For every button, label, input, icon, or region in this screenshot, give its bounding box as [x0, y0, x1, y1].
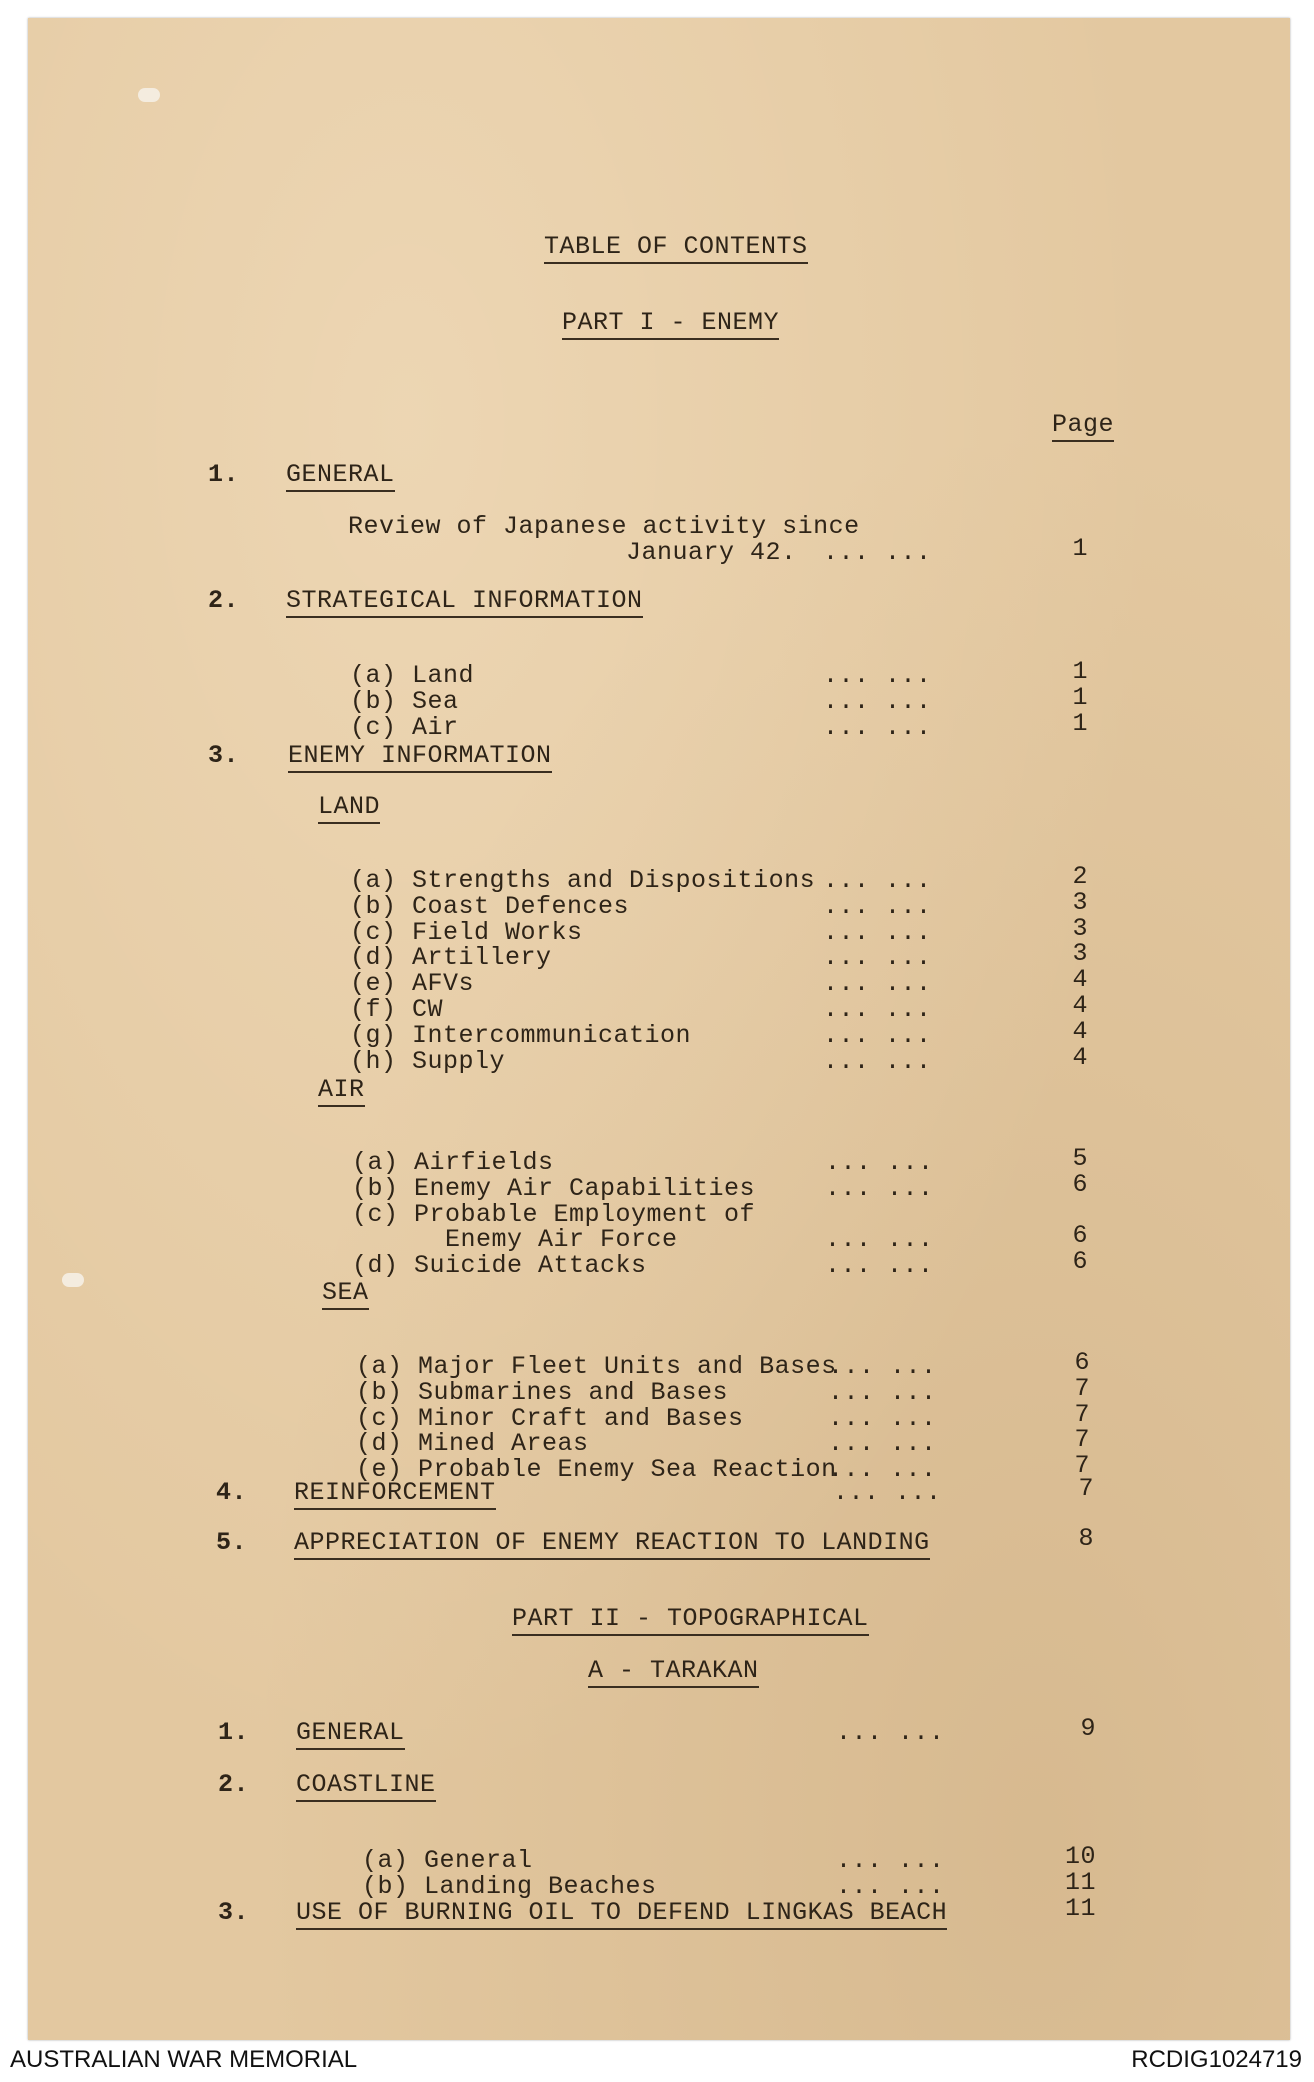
leader-dots: ... ...: [823, 943, 932, 973]
subheading-air: AIR: [318, 1075, 365, 1107]
punch-hole: [138, 88, 160, 102]
toc-item-label: (c) Minor Craft and Bases: [356, 1403, 744, 1433]
leader-dots: ... ...: [823, 969, 932, 999]
page-number: 6: [1072, 1247, 1088, 1277]
toc-item-label: (f) CW: [350, 995, 444, 1024]
page-number: 7: [1078, 1474, 1094, 1503]
leader-dots: ... ...: [836, 1872, 945, 1901]
page-number: 1: [1072, 709, 1088, 738]
toc-item-label: (e) Probable Enemy Sea Reaction: [356, 1455, 837, 1485]
section-number: 3.: [218, 1898, 250, 1927]
part-one-heading: PART I - ENEMY: [562, 308, 779, 340]
leader-dots: ... ...: [823, 687, 932, 716]
toc-item-label: (d) Mined Areas: [356, 1429, 589, 1459]
leader-dots: ... ...: [828, 1429, 937, 1459]
page-number: 1: [1072, 683, 1088, 712]
leader-dots: ... ...: [823, 917, 932, 947]
leader-dots: ... ...: [825, 1251, 934, 1281]
toc-item-label: (b) Submarines and Bases: [356, 1377, 729, 1407]
leader-dots: ... ...: [825, 1148, 934, 1177]
section-title: APPRECIATION OF ENEMY REACTION TO LANDING: [294, 1528, 930, 1560]
toc-item-label: (a) Major Fleet Units and Bases: [356, 1352, 837, 1381]
leader-dots: ... ...: [823, 538, 932, 567]
subheading-land: LAND: [318, 792, 380, 824]
toc-item-label: (d) Artillery: [350, 943, 552, 973]
leader-dots: ... ...: [823, 661, 932, 690]
page-number: 11: [1064, 1894, 1096, 1923]
toc-item-label: (d) Suicide Attacks: [352, 1251, 647, 1281]
page-number: 3: [1072, 887, 1088, 917]
toc-item-label: (c) Air: [350, 713, 459, 742]
leader-dots: ... ...: [823, 995, 932, 1024]
leader-dots: ... ...: [823, 866, 932, 895]
footer-source: AUSTRALIAN WAR MEMORIAL: [10, 2046, 358, 2073]
page-number: 4: [1072, 991, 1088, 1020]
document-title: TABLE OF CONTENTS: [544, 232, 808, 264]
section-number: 3.: [208, 741, 240, 770]
leader-dots: ... ...: [828, 1352, 937, 1381]
page-number: 3: [1072, 913, 1088, 943]
section-number: 4.: [216, 1478, 248, 1507]
part-two-heading: PART II - TOPOGRAPHICAL: [512, 1604, 869, 1636]
toc-item-label: (c) Field Works: [350, 917, 583, 947]
page-number: 4: [1072, 965, 1088, 995]
toc-item-label: Enemy Air Force: [352, 1225, 678, 1255]
footer-id: RCDIG1024719: [1131, 2046, 1302, 2073]
page-number: 7: [1074, 1425, 1090, 1455]
page-number: 6: [1074, 1348, 1090, 1377]
section-title: ENEMY INFORMATION: [288, 741, 552, 773]
leader-dots: ... ...: [828, 1377, 937, 1407]
page-number: 9: [1080, 1714, 1096, 1743]
leader-dots: ... ...: [825, 1225, 934, 1255]
page-number: 11: [1064, 1868, 1096, 1897]
section-title: STRATEGICAL INFORMATION: [286, 586, 643, 618]
section-number: 2.: [218, 1770, 250, 1799]
leader-dots: ... ...: [823, 1020, 932, 1050]
leader-dots: ... ...: [823, 1046, 932, 1076]
toc-item-label: (a) General: [362, 1846, 533, 1875]
page-number: 8: [1078, 1524, 1094, 1553]
leader-dots: ... ...: [825, 1173, 934, 1203]
leader-dots: ... ...: [823, 713, 932, 742]
section-text: Review of Japanese activity since: [348, 512, 860, 541]
page-number: 4: [1072, 1016, 1088, 1046]
section-title: GENERAL: [286, 460, 395, 492]
toc-item-label: (a) Airfields: [352, 1148, 554, 1177]
section-number: 5.: [216, 1528, 248, 1557]
toc-item-label: (b) Enemy Air Capabilities: [352, 1173, 756, 1203]
toc-item-label: (a) Strengths and Dispositions: [350, 866, 816, 895]
leader-dots: ... ...: [836, 1846, 945, 1875]
toc-item-label: (e) AFVs: [350, 969, 475, 999]
leader-dots: ... ...: [833, 1478, 942, 1507]
document-page: [28, 18, 1290, 2040]
section-title: REINFORCEMENT: [294, 1478, 496, 1510]
section-title: COASTLINE: [296, 1770, 436, 1802]
leader-dots: ... ...: [823, 891, 932, 921]
part-two-subheading: A - TARAKAN: [588, 1656, 759, 1688]
section-number: 1.: [208, 460, 240, 489]
section-number: 1.: [218, 1718, 250, 1747]
page-number: 7: [1074, 1373, 1090, 1403]
section-title: USE OF BURNING OIL TO DEFEND LINGKAS BEACH: [296, 1898, 947, 1930]
page-number: 5: [1072, 1144, 1088, 1173]
page-number: 6: [1072, 1169, 1088, 1199]
toc-item-label: (g) Intercommunication: [350, 1020, 692, 1050]
leader-dots: ... ...: [836, 1718, 945, 1747]
page-column-header: Page: [1052, 410, 1114, 442]
leader-dots: ... ...: [828, 1403, 937, 1433]
toc-item-label: (h) Supply: [350, 1046, 506, 1076]
subheading-sea: SEA: [322, 1278, 369, 1310]
leader-dots: ... ...: [828, 1455, 937, 1485]
page-number: 1: [1072, 534, 1088, 563]
toc-item-label: (b) Sea: [350, 687, 459, 716]
page-number: 6: [1072, 1221, 1088, 1251]
toc-item-label: (b) Landing Beaches: [362, 1872, 657, 1901]
page-number: 1: [1072, 657, 1088, 686]
section-title: GENERAL: [296, 1718, 405, 1750]
page-number: 4: [1072, 1042, 1088, 1072]
punch-hole: [62, 1273, 84, 1287]
page-number: 3: [1072, 939, 1088, 969]
section-text: January 42.: [626, 538, 797, 567]
section-number: 2.: [208, 586, 240, 615]
page-number: 2: [1072, 862, 1088, 891]
toc-item-label: (c) Probable Employment of: [352, 1199, 756, 1229]
page-number: 7: [1074, 1399, 1090, 1429]
toc-item-label: (b) Coast Defences: [350, 891, 630, 921]
page-number: 7: [1074, 1451, 1090, 1481]
toc-item-label: (a) Land: [350, 661, 475, 690]
page-number: 10: [1064, 1842, 1096, 1871]
